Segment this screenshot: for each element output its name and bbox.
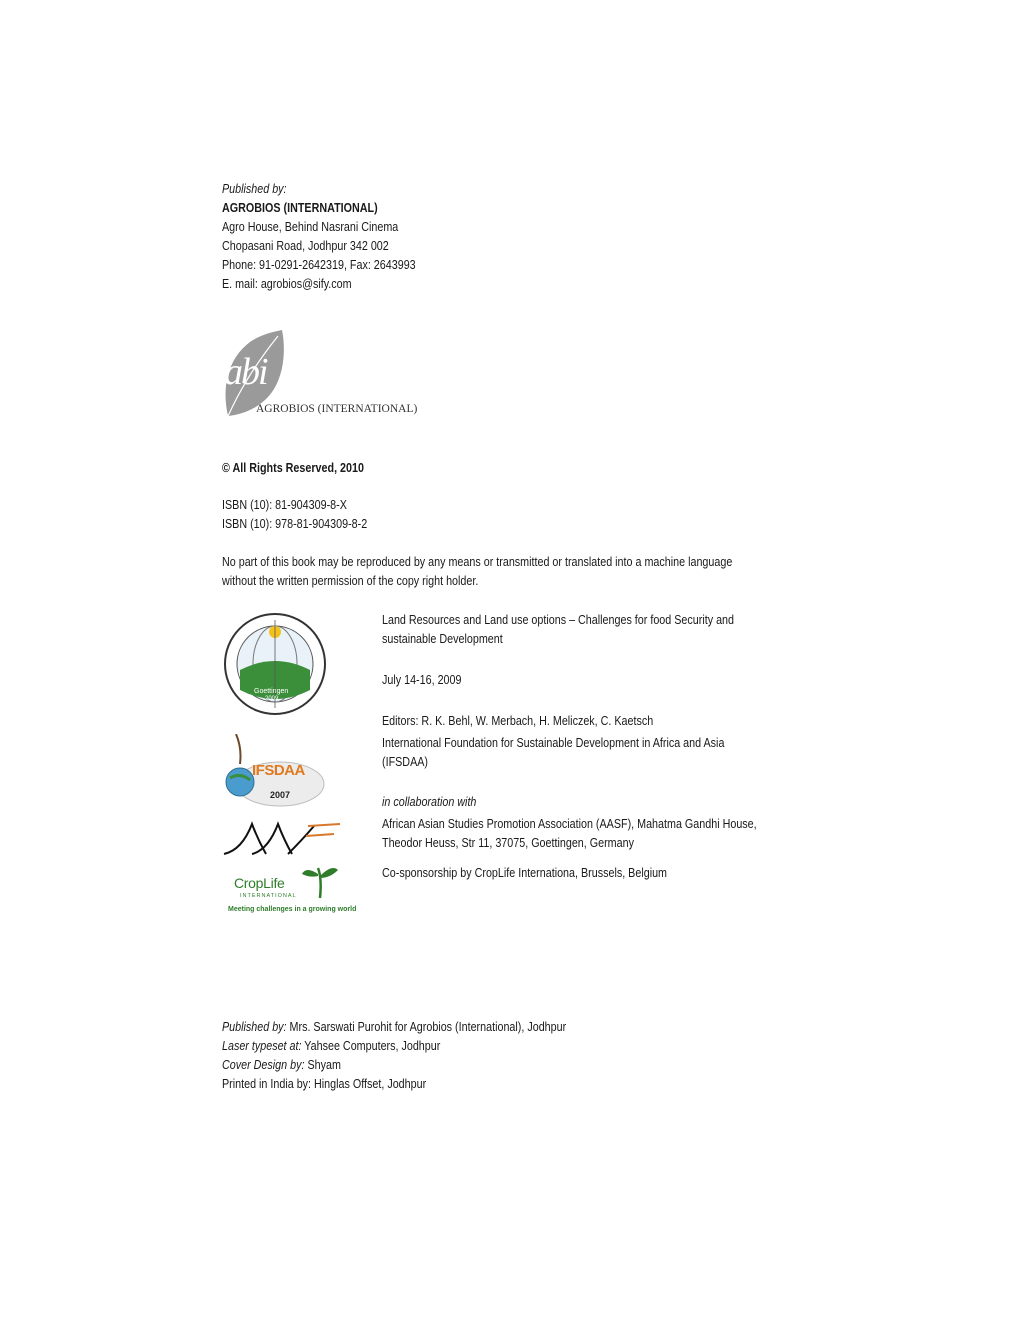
rights-notice bbox=[222, 553, 732, 591]
collaborator-2: Theodor Heuss, Str 11, 37075, Goettingen, Germany bbox=[382, 836, 634, 850]
aasf-text bbox=[222, 820, 225, 821]
isbn-13: ISBN (10): 978-81-904309-8-2 bbox=[222, 517, 368, 531]
collaborator-1: African Asian Studies Promotion Association (AASF), Mahatma Gandhi House, bbox=[382, 817, 757, 831]
isbn-block bbox=[222, 496, 367, 534]
credit-typeset bbox=[222, 1037, 566, 1056]
publisher-email: E. mail: agrobios@sify.com bbox=[222, 277, 352, 291]
collaborator bbox=[382, 815, 795, 853]
ifsdaa-text: IFSDAA bbox=[252, 762, 305, 779]
logo-mark-text: abi bbox=[224, 351, 267, 393]
croplife-tagline: Meeting challenges in a growing world bbox=[228, 906, 357, 913]
croplife-logo bbox=[222, 864, 362, 918]
publisher-address-2: Chopasani Road, Jodhpur 342 002 bbox=[222, 239, 389, 253]
ifsdaa-logo bbox=[222, 734, 326, 808]
seal-text: Goettingen bbox=[254, 688, 289, 695]
croplife-sub: INTERNATIONAL bbox=[240, 893, 297, 899]
credit-published bbox=[222, 1018, 566, 1037]
credit-printed: Printed in India by: Hinglas Offset, Jodhpur bbox=[222, 1077, 427, 1091]
credit-cover bbox=[222, 1056, 566, 1075]
conference-date: July 14-16, 2009 bbox=[382, 673, 462, 687]
publisher-address-1: Agro House, Behind Nasrani Cinema bbox=[222, 220, 399, 234]
sponsor: Co-sponsorship by CropLife Internationa, Brussels, Belgium bbox=[382, 866, 668, 880]
conference-editors: Editors: R. K. Behl, W. Merbach, H. Meliczek, C. Kaetsch bbox=[382, 714, 654, 728]
credit-cover-label: Cover Design by: bbox=[222, 1058, 305, 1072]
credit-typeset-value: Yahsee Computers, Jodhpur bbox=[304, 1039, 441, 1053]
conference-title bbox=[382, 611, 795, 649]
credit-published-label: Published by: bbox=[222, 1020, 287, 1034]
logo-caption: AGROBIOS (INTERNATIONAL) bbox=[256, 403, 418, 415]
publisher-name: AGROBIOS (INTERNATIONAL) bbox=[222, 201, 378, 215]
collaboration-label: in collaboration with bbox=[382, 795, 477, 809]
credit-published-value: Mrs. Sarswati Purohit for Agrobios (International), Jodhpur bbox=[289, 1020, 567, 1034]
credit-typeset-label: Laser typeset at: bbox=[222, 1039, 302, 1053]
conference-title-2: sustainable Development bbox=[382, 632, 503, 646]
ifsdaa-year: 2007 bbox=[270, 790, 291, 800]
copyright-line: © All Rights Reserved, 2010 bbox=[222, 461, 364, 475]
published-by-label: Published by: bbox=[222, 182, 287, 196]
credit-cover-value: Shyam bbox=[307, 1058, 341, 1072]
conference-seal-logo bbox=[222, 612, 328, 716]
publisher-phone: Phone: 91-0291-2642319, Fax: 2643993 bbox=[222, 258, 416, 272]
aasf-logo bbox=[222, 820, 342, 858]
rights-notice-2: without the written permission of the copy right holder. bbox=[222, 574, 479, 588]
organizer-1: International Foundation for Sustainable Development in Africa and Asia bbox=[382, 736, 725, 750]
croplife-text: CropLife bbox=[234, 875, 285, 891]
agrobios-logo bbox=[220, 330, 440, 422]
conference-title-1: Land Resources and Land use options – Challenges for food Security and bbox=[382, 613, 735, 627]
organizer bbox=[382, 734, 795, 772]
rights-notice-1: No part of this book may be reproduced by any means or transmitted or translated into a machine language bbox=[222, 555, 733, 569]
seal-year: 2009 bbox=[265, 696, 279, 702]
organizer-2: (IFSDAA) bbox=[382, 755, 428, 769]
isbn-10: ISBN (10): 81-904309-8-X bbox=[222, 498, 347, 512]
publisher-block bbox=[222, 180, 416, 294]
credits-block bbox=[222, 1018, 566, 1094]
